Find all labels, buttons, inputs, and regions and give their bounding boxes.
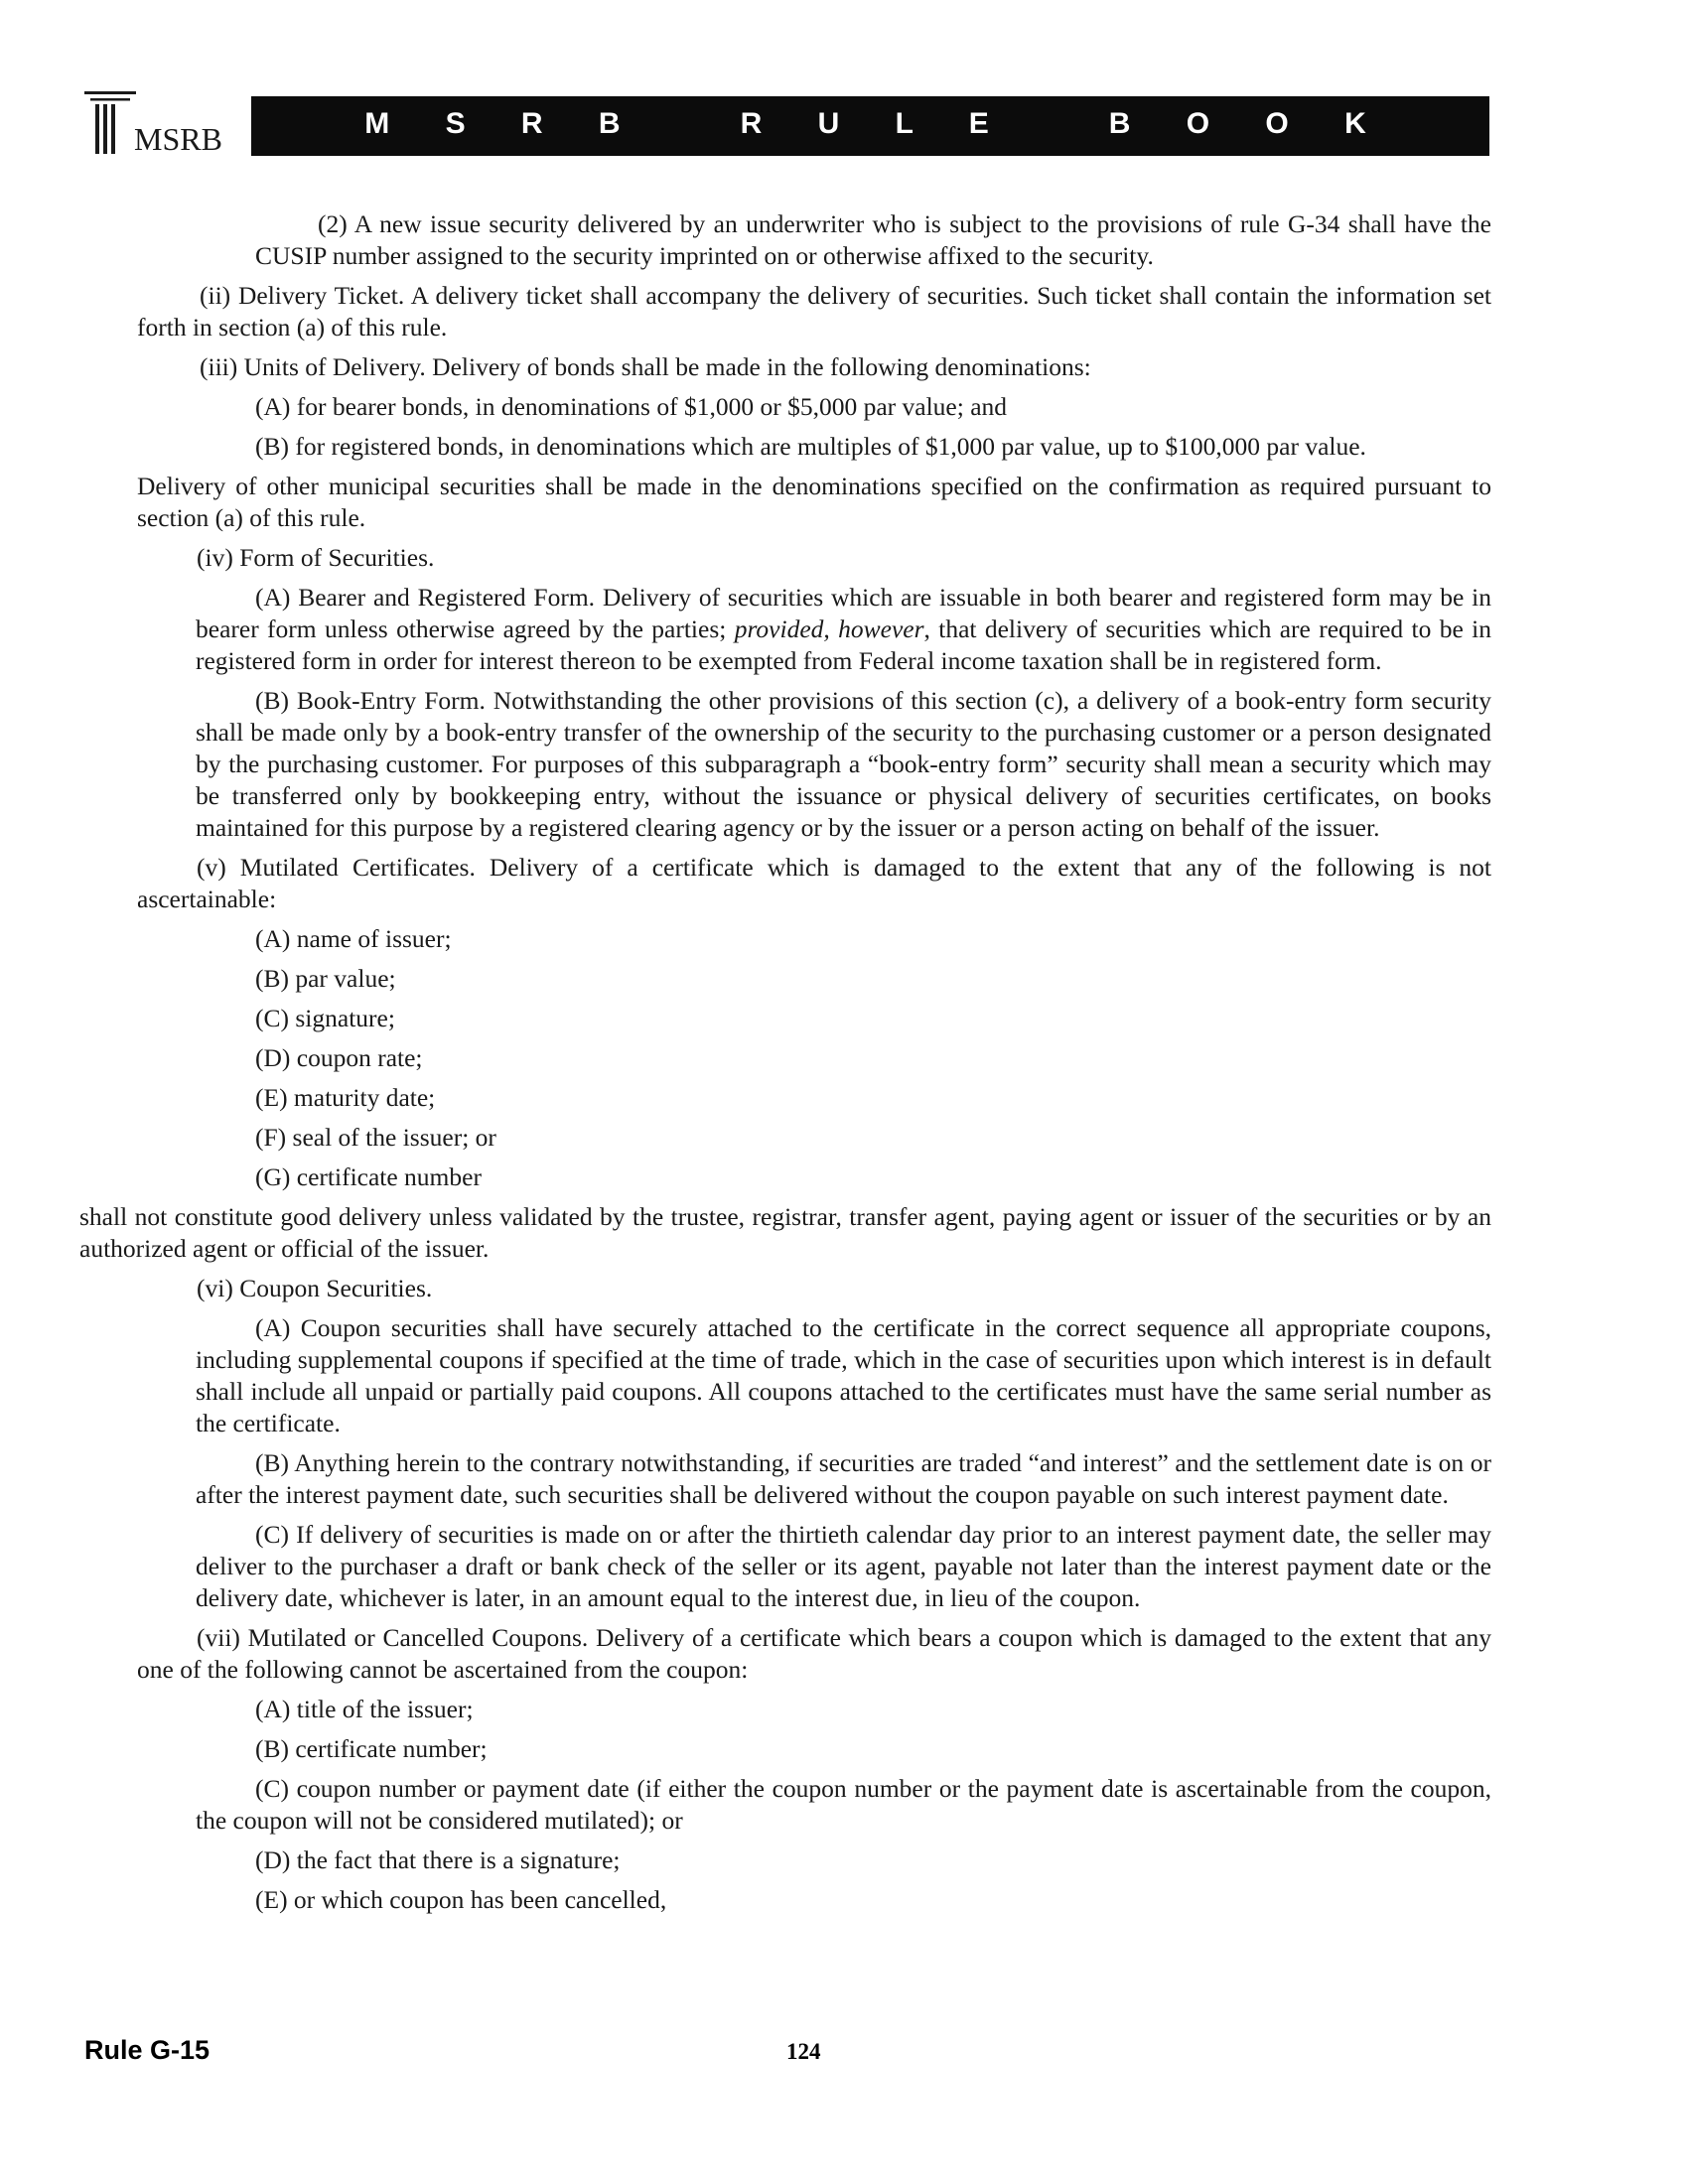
list-item: (B) certificate number;: [255, 1734, 488, 1763]
rule-text: [0, 208, 1688, 1924]
paragraph-thirtieth-day: (C) If delivery of securities is made on or after the thirtieth calendar day prior to an interest payment date, the seller may deliver to the purchaser a draft or bank check of the seller or its agent, payable not later than the interest payment date or the delivery date, whichever is later, in an amount equal to the interest due, in lieu of the coupon.: [196, 1520, 1491, 1612]
paragraph-form-of-securities: (iv) Form of Securities.: [197, 543, 435, 572]
paragraph-book-entry-form: (B) Book-Entry Form. Notwithstanding the other provisions of this section (c), a delivery of a book-entry form security shall be made only by a book-entry transfer of the ownership of the security to the purchasing customer or a person designated by the purchasing customer. For purposes of this subparagraph a “book-entry form” security shall mean a security which may be transferred only by bookkeeping entry, without the issuance or physical delivery of securities certificates, on books maintained for this purpose by a registered clearing agency or by the issuer or a person acting on behalf of the issuer.: [196, 686, 1491, 842]
list-item: (F) seal of the issuer; or: [255, 1123, 496, 1152]
paragraph-new-issue-cusip: (2) A new issue security delivered by an underwriter who is subject to the provisions of rule G-34 shall have the CUSIP number assigned to the security imprinted on or otherwise affixed to the security.: [255, 209, 1491, 270]
paragraph-coupon-securities: (vi) Coupon Securities.: [197, 1274, 433, 1302]
paragraph-units-of-delivery: (iii) Units of Delivery. Delivery of bonds shall be made in the following denominations:: [200, 352, 1091, 381]
logo-text: MSRB: [134, 121, 222, 157]
paragraph-bearer-registered-form: [196, 582, 1491, 677]
paragraph-good-delivery-validation: shall not constitute good delivery unless validated by the trustee, registrar, transfer agent, paying agent or issuer of the securities or by an authorized agent or official of the issuer.: [79, 1202, 1491, 1263]
list-item: (B) par value;: [255, 964, 396, 993]
paragraph-and-interest: (B) Anything herein to the contrary notwithstanding, if securities are traded “and interest” and the settlement date is on or after the interest payment date, such securities shall be delivered without the coupon payable on such interest payment date.: [196, 1448, 1491, 1509]
bearer-form-text-1: (A) Bearer and Registered Form. Delivery of securities which are issuable in both bearer and registered form may be in bearer form unless otherwise agreed by the parties;: [196, 583, 1491, 643]
list-item: (D) coupon rate;: [255, 1043, 423, 1072]
msrb-pillar-icon: [84, 91, 140, 161]
page-footer: [0, 2035, 1688, 2075]
footer-rule-label: Rule G-15: [84, 2035, 211, 2065]
provided-however-emphasis: provided, however: [734, 614, 924, 643]
rule-book-banner: [251, 96, 1489, 156]
paragraph-coupons-attached: (A) Coupon securities shall have securely attached to the certificate in the correct sequence all appropriate coupons, including supplemental coupons if specified at the time of trade, which in the case of securities upon which interest is in default shall include all unpaid or partially paid coupons. All coupons attached to the certificates must have the same serial number as the certificate.: [196, 1313, 1491, 1437]
list-item: (E) or which coupon has been cancelled,: [255, 1885, 667, 1914]
page-number: 124: [786, 2039, 821, 2064]
paragraph-delivery-ticket: (ii) Delivery Ticket. A delivery ticket shall accompany the delivery of securities. Such ticket shall contain the information set forth in section (a) of this rule.: [137, 281, 1491, 341]
list-item: (A) name of issuer;: [255, 924, 452, 953]
paragraph-mutilated-coupons: (vii) Mutilated or Cancelled Coupons. Delivery of a certificate which bears a coupon which is damaged to the extent that any one of the following cannot be ascertained from the coupon:: [137, 1623, 1491, 1684]
paragraph-other-denominations: Delivery of other municipal securities shall be made in the denominations specified on the confirmation as required pursuant to section (a) of this rule.: [137, 472, 1491, 532]
list-item: (A) title of the issuer;: [255, 1695, 474, 1723]
item-bearer-bonds: (A) for bearer bonds, in denominations of $1,000 or $5,000 par value; and: [255, 392, 1008, 421]
list-item: (E) maturity date;: [255, 1083, 436, 1112]
list-item: (D) the fact that there is a signature;: [255, 1845, 621, 1874]
paragraph-mutilated-certificates: (v) Mutilated Certificates. Delivery of a certificate which is damaged to the extent that any of the following is not ascertainable:: [137, 853, 1491, 913]
list-item: (C) coupon number or payment date (if either the coupon number or the payment date is ascertainable from the coupon, the coupon will not be considered mutilated); or: [196, 1774, 1491, 1835]
item-registered-bonds: (B) for registered bonds, in denominations which are multiples of $1,000 par value, up to $100,000 par value.: [255, 432, 1366, 461]
list-item: (C) signature;: [255, 1004, 395, 1032]
list-item: (G) certificate number: [255, 1162, 482, 1191]
bearer-form-text-2: , that delivery of securities which are required to be in registered form in order for interest thereon to be exempted from Federal income taxation shall be in registered form.: [196, 614, 1491, 675]
banner-title: M S R B R U L E B O O K: [364, 107, 1390, 140]
